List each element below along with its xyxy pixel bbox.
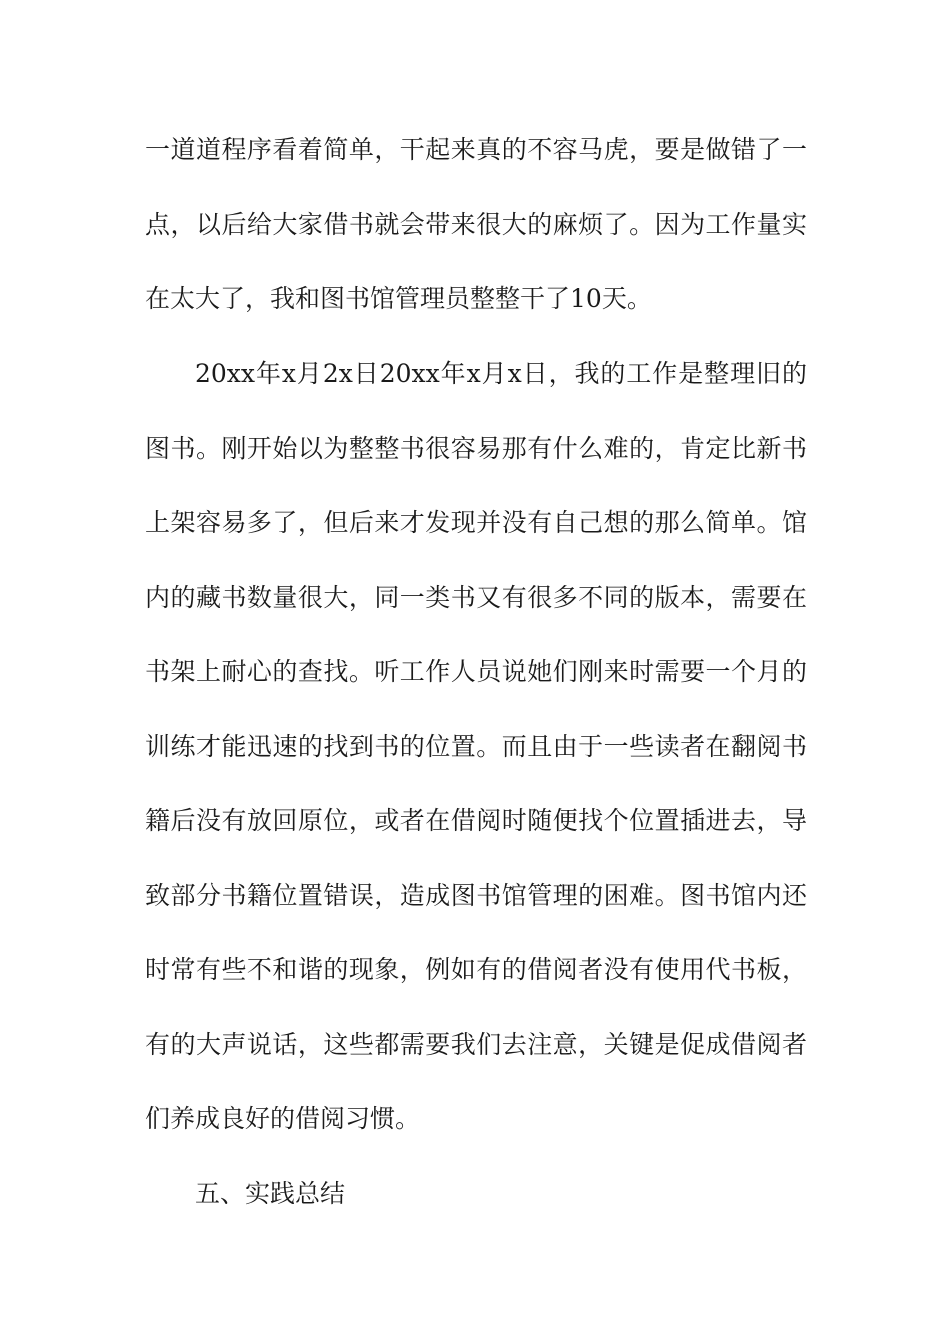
paragraph-continuation-block [145,113,807,337]
section-heading: 五、实践总结 [195,1179,346,1208]
section-heading-block [145,1157,807,1232]
paragraph-old-books-block [145,337,807,1157]
paragraph-old-books: 20xx年x月2x日20xx年x月x日，我的工作是整理旧的图书。刚开始以为整整书很容易那有什么难的，肯定比新书上架容易多了，但后来才发现并没有自己想的那么简单。馆内的藏书数量很大，同一类书又有很多不同的版本，需要在书架上耐心的查找。听工作人员说她们刚来时需要一个月的训练才能迅速的找到书的位置。而且由于一些读者在翻阅书籍后没有放回原位，或者在借阅时随便找个位置插进去，导致部分书籍位置错误，造成图书馆管理的困难。图书馆内还时常有些不和谐的现象，例如有的借阅者没有使用代书板，有的大声说话，这些都需要我们去注意，关键是促成借阅者们养成良好的借阅习惯。 [145,359,807,1133]
paragraph-continuation: 一道道程序看着简单，干起来真的不容马虎，要是做错了一点，以后给大家借书就会带来很大的麻烦了。因为工作量实在太大了，我和图书馆管理员整整干了10天。 [145,135,807,313]
